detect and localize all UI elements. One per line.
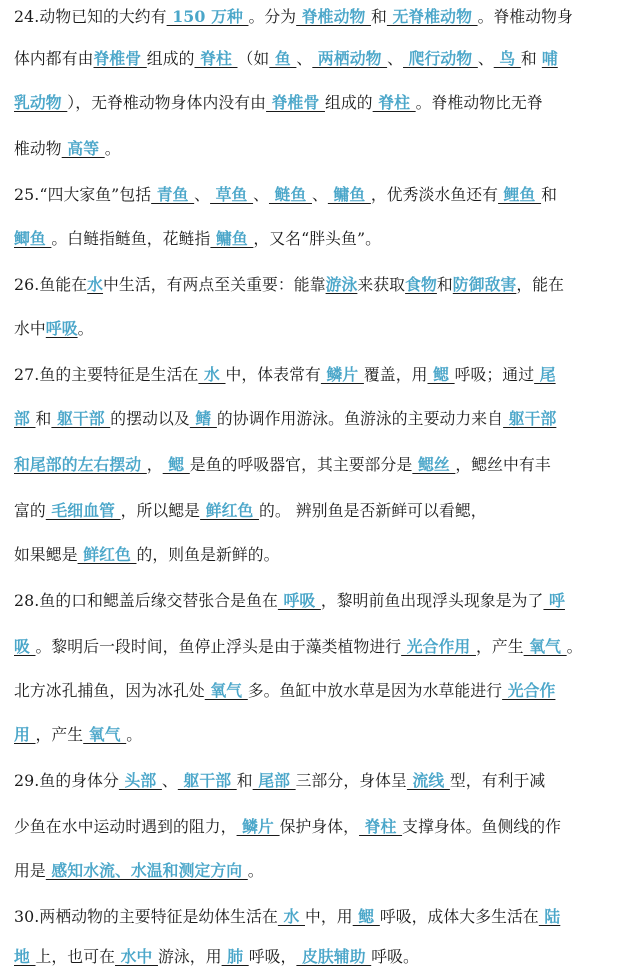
question-text: 、 xyxy=(311,185,328,204)
question-text: 27.鱼的主要特征是生活在 xyxy=(14,365,199,384)
question-text: 如果鳃是 xyxy=(14,545,78,564)
question-text: 椎动物 xyxy=(14,139,62,158)
question-text: ），无脊椎动物身体内没有由 xyxy=(67,93,267,112)
answer-blank: 水中 xyxy=(115,947,158,966)
answer-blank: 头部 xyxy=(118,771,162,790)
question-text: 28.鱼的口和鳃盖后缘交替张合是鱼在 xyxy=(14,591,278,610)
text-line-3 xyxy=(14,92,634,116)
answer-blank: 150 万种 xyxy=(166,7,249,26)
question-text: 的摆动以及 xyxy=(110,409,190,428)
question-text: 三部分，身体呈 xyxy=(295,771,407,790)
answer-blank: 鲜红色 xyxy=(200,501,259,520)
question-text: 、 xyxy=(253,185,269,204)
question-text: 和 xyxy=(541,185,557,204)
question-text: ，优秀淡水鱼还有 xyxy=(370,185,499,204)
question-text: （如 xyxy=(237,49,270,68)
text-line-5 xyxy=(14,184,634,208)
question-text: 24.动物已知的大约有 xyxy=(14,7,167,26)
answer-blank: 脊椎动物 xyxy=(296,7,371,26)
answer-blank: 脊柱 xyxy=(359,817,403,836)
question-text: ，鳃丝中有丰 xyxy=(455,455,551,474)
text-line-4 xyxy=(14,138,634,162)
answer-blank: 感知水流、水温和测定方向 xyxy=(45,861,248,880)
answer-blank: 吸 xyxy=(14,637,36,656)
answer-blank: 呼吸 xyxy=(277,591,321,610)
answer-blank: 防御敌害 xyxy=(452,275,517,294)
text-line-11 xyxy=(14,454,634,478)
answer-blank: 躯干部 xyxy=(177,771,237,790)
question-text: 、 xyxy=(296,49,313,68)
answer-blank: 尾 xyxy=(534,365,556,384)
question-text: 。 xyxy=(126,725,143,744)
answer-blank: 爬行动物 xyxy=(403,49,478,68)
question-text: 30.两栖动物的主要特征是幼体生活在 xyxy=(14,907,278,926)
question-text: 、 xyxy=(477,49,494,68)
answer-blank: 和尾部的左右摆动 xyxy=(14,455,147,474)
text-line-2 xyxy=(14,48,634,72)
answer-blank: 鲢鱼 xyxy=(268,185,312,204)
answer-blank: 光合作 xyxy=(502,681,556,700)
question-text: 游泳，用 xyxy=(158,947,222,966)
question-text: 的协调作用游泳。鱼游泳的主要动力来自 xyxy=(216,409,504,428)
answer-blank: 氧气 xyxy=(83,725,127,744)
answer-blank: 尾部 xyxy=(252,771,296,790)
answer-blank: 呼吸 xyxy=(45,319,78,338)
answer-blank: 水 xyxy=(198,365,226,384)
question-text: 覆盖，用 xyxy=(363,365,428,384)
question-text: 。 xyxy=(566,637,583,656)
question-text: 呼吸。 xyxy=(371,947,419,966)
answer-blank: 陆 xyxy=(538,907,561,926)
answer-blank: 鳙鱼 xyxy=(327,185,371,204)
answer-blank: 鳞片 xyxy=(236,817,280,836)
question-text: 支撑身体。鱼侧线的作 xyxy=(402,817,562,836)
answer-blank: 无脊椎动物 xyxy=(386,7,478,26)
answer-blank: 脊柱 xyxy=(194,49,238,68)
question-text: 29.鱼的身体分 xyxy=(14,771,119,790)
question-text: 。 xyxy=(247,861,264,880)
text-line-7 xyxy=(14,274,634,298)
answer-blank: 毛细血管 xyxy=(45,501,121,520)
question-text: 25.“四大家鱼”包括 xyxy=(14,185,152,204)
answer-blank: 水 xyxy=(277,907,305,926)
question-text: ，能在 xyxy=(516,275,565,294)
text-line-15 xyxy=(14,636,634,660)
text-line-22 xyxy=(14,946,634,970)
text-line-17 xyxy=(14,724,634,748)
answer-blank: 鳃丝 xyxy=(412,455,456,474)
question-text: 呼吸， xyxy=(248,947,297,966)
answer-blank: 鳃 xyxy=(352,907,380,926)
text-line-9 xyxy=(14,364,634,388)
question-text: 中，体表常有 xyxy=(225,365,321,384)
question-text: 富的 xyxy=(14,501,46,520)
answer-blank: 氧气 xyxy=(204,681,248,700)
question-text: 是鱼的呼吸器官，其主要部分是 xyxy=(189,455,413,474)
text-line-13 xyxy=(14,544,634,568)
question-text: 和 xyxy=(520,49,542,68)
text-line-1 xyxy=(14,6,634,30)
text-line-19 xyxy=(14,816,634,840)
answer-blank: 脊椎骨 xyxy=(266,93,325,112)
text-line-14 xyxy=(14,590,634,614)
answer-blank: 肺 xyxy=(221,947,249,966)
question-text: 呼吸；通过 xyxy=(454,365,535,384)
question-text: 、 xyxy=(387,49,404,68)
answer-blank: 水 xyxy=(87,275,104,294)
question-text: 和 xyxy=(236,771,253,790)
question-text: 中，用 xyxy=(305,907,353,926)
question-text: 。 xyxy=(104,139,121,158)
answer-blank: 鸟 xyxy=(493,49,521,68)
question-text: 和 xyxy=(436,275,453,294)
question-text: ，产生 xyxy=(475,637,524,656)
text-line-12 xyxy=(14,500,634,524)
answer-blank: 哺 xyxy=(541,49,558,68)
answer-blank: 部 xyxy=(14,409,36,428)
text-line-21 xyxy=(14,906,634,930)
question-text: 中生活，有两点至关重要：能靠 xyxy=(103,275,326,294)
text-line-20 xyxy=(14,860,634,884)
question-text: 呼吸，成体大多生活在 xyxy=(379,907,539,926)
question-text: ，所以鳃是 xyxy=(120,501,201,520)
text-line-18 xyxy=(14,770,634,794)
question-text: 、 xyxy=(194,185,211,204)
answer-blank: 两栖动物 xyxy=(312,49,388,68)
question-text: ，又名“胖头鱼”。 xyxy=(253,229,382,248)
question-text: 多。鱼缸中放水草是因为水草能进行 xyxy=(247,681,503,700)
answer-blank: 青鱼 xyxy=(151,185,195,204)
answer-blank: 鲫鱼 xyxy=(14,229,52,248)
answer-blank: 高等 xyxy=(61,139,105,158)
answer-blank: 鳃 xyxy=(427,365,455,384)
answer-blank: 食物 xyxy=(405,275,437,294)
answer-blank: 乳动物 xyxy=(14,93,68,112)
question-text: 北方冰孔捕鱼，因为冰孔处 xyxy=(14,681,205,700)
question-text: 的，则鱼是新鲜的。 xyxy=(136,545,280,564)
question-text: 。脊椎动物身 xyxy=(477,7,573,26)
answer-blank: 用 xyxy=(14,725,36,744)
answer-blank: 躯干部 xyxy=(503,409,557,428)
question-text: 。分为 xyxy=(248,7,297,26)
question-text: 26.鱼能在 xyxy=(14,275,88,294)
question-text: 体内都有由 xyxy=(14,49,94,68)
answer-blank: 游泳 xyxy=(325,275,358,294)
question-text: 。黎明后一段时间，鱼停止浮头是由于藻类植物进行 xyxy=(35,637,402,656)
question-text: 和 xyxy=(370,7,387,26)
question-text: 来获取 xyxy=(357,275,406,294)
question-text: 型，有利于减 xyxy=(449,771,546,790)
question-text: 水中 xyxy=(14,319,46,338)
question-text: ，黎明前鱼出现浮头现象是为了 xyxy=(320,591,544,610)
answer-blank: 流线 xyxy=(406,771,450,790)
question-text: 保护身体， xyxy=(279,817,360,836)
answer-blank: 鲜红色 xyxy=(77,545,137,564)
answer-blank: 躯干部 xyxy=(51,409,111,428)
text-line-6 xyxy=(14,228,634,252)
answer-blank: 鲤鱼 xyxy=(498,185,542,204)
question-text: ， xyxy=(146,455,163,474)
question-text: 用是 xyxy=(14,861,46,880)
answer-blank: 脊柱 xyxy=(372,93,416,112)
text-line-8 xyxy=(14,318,634,342)
question-text: 组成的 xyxy=(146,49,195,68)
question-text: 。脊椎动物比无脊 xyxy=(415,93,543,112)
answer-blank: 皮肤辅助 xyxy=(296,947,372,966)
answer-blank: 呼 xyxy=(543,591,565,610)
answer-blank: 鳞片 xyxy=(320,365,364,384)
answer-blank: 鳙鱼 xyxy=(210,229,254,248)
text-line-10 xyxy=(14,408,634,432)
question-text: 的。 辨别鱼是否新鲜可以看鳃， xyxy=(258,501,487,520)
question-text: 和 xyxy=(35,409,52,428)
question-text: ，产生 xyxy=(35,725,84,744)
answer-blank: 氧气 xyxy=(523,637,567,656)
question-text: 少鱼在水中运动时遇到的阻力， xyxy=(14,817,237,836)
question-text: 。 xyxy=(77,319,94,338)
answer-blank: 鳃 xyxy=(162,455,190,474)
answer-blank: 地 xyxy=(14,947,36,966)
question-text: 组成的 xyxy=(324,93,373,112)
question-text: 。白鲢指鲢鱼，花鲢指 xyxy=(51,229,211,248)
question-text: 、 xyxy=(161,771,178,790)
question-text: 上，也可在 xyxy=(35,947,115,966)
answer-blank: 鳍 xyxy=(189,409,217,428)
answer-blank: 鱼 xyxy=(269,49,297,68)
answer-blank: 脊椎骨 xyxy=(93,49,147,68)
answer-blank: 草鱼 xyxy=(210,185,254,204)
answer-blank: 光合作用 xyxy=(401,637,476,656)
text-line-16 xyxy=(14,680,634,704)
